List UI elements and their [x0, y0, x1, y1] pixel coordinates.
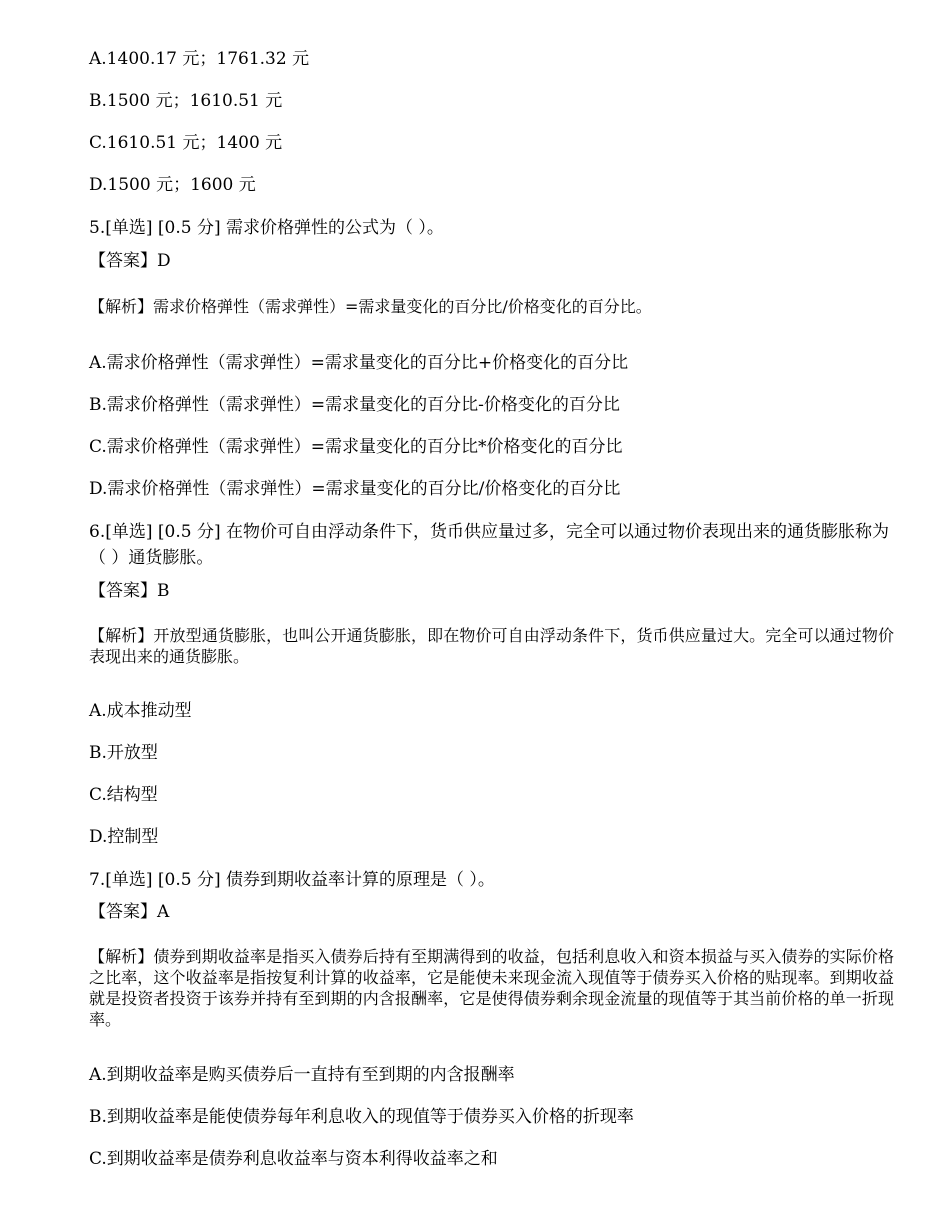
q7-option-a: A.到期收益率是购买债券后一直持有至到期的内含报酬率 — [89, 1065, 515, 1085]
q5-analysis: 【解析】需求价格弹性（需求弹性）=需求量变化的百分比/价格变化的百分比。 — [89, 297, 652, 316]
q4-option-c: C.1610.51 元；1400 元 — [89, 133, 283, 153]
q5-option-b: B.需求价格弹性（需求弹性）=需求量变化的百分比-价格变化的百分比 — [89, 395, 620, 415]
q6-option-a: A.成本推动型 — [89, 701, 192, 721]
q7-answer: 【答案】A — [89, 902, 170, 922]
q4-option-a: A.1400.17 元；1761.32 元 — [89, 49, 310, 69]
q5-option-c: C.需求价格弹性（需求弹性）=需求量变化的百分比*价格变化的百分比 — [89, 437, 623, 457]
q4-option-b: B.1500 元；1610.51 元 — [89, 91, 283, 111]
q6-stem: 6.[单选] [0.5 分] 在物价可自由浮动条件下，货币供应量过多，完全可以通过物价表现出来的通货膨胀称为（ ）通货膨胀。 — [89, 522, 889, 568]
q7-analysis: 【解析】债券到期收益率是指买入债券后持有至期满得到的收益，包括利息收入和资本损益与买入债券的实际价格之比率，这个收益率是指按复利计算的收益率，它是能使未来现金流入现值等于债券买入价格的贴现率。到期收益就是投资者投资于该券并持有至到期的内含报酬率，它是使得债券剩余现金流量的现值等于其当前价格的单一折现率。 — [89, 947, 894, 1029]
q6-answer: 【答案】B — [89, 581, 170, 601]
q6-analysis: 【解析】开放型通货膨胀，也叫公开通货膨胀，即在物价可自由浮动条件下，货币供应量过大。完全可以通过物价表现出来的通货膨胀。 — [89, 626, 894, 666]
q7-stem: 7.[单选] [0.5 分] 债券到期收益率计算的原理是（ ）。 — [89, 870, 495, 890]
q7-option-b: B.到期收益率是能使债券每年利息收入的现值等于债券买入价格的折现率 — [89, 1107, 634, 1127]
q5-option-a: A.需求价格弹性（需求弹性）=需求量变化的百分比+价格变化的百分比 — [89, 353, 629, 373]
q7-option-c: C.到期收益率是债券利息收益率与资本利得收益率之和 — [89, 1149, 498, 1169]
q5-answer: 【答案】D — [89, 251, 171, 271]
q5-option-d: D.需求价格弹性（需求弹性）=需求量变化的百分比/价格变化的百分比 — [89, 479, 621, 499]
q4-option-d: D.1500 元；1600 元 — [89, 175, 256, 195]
q6-option-b: B.开放型 — [89, 743, 158, 763]
q6-option-d: D.控制型 — [89, 827, 159, 847]
q5-stem: 5.[单选] [0.5 分] 需求价格弹性的公式为（ ）。 — [89, 218, 444, 238]
q6-option-c: C.结构型 — [89, 785, 158, 805]
